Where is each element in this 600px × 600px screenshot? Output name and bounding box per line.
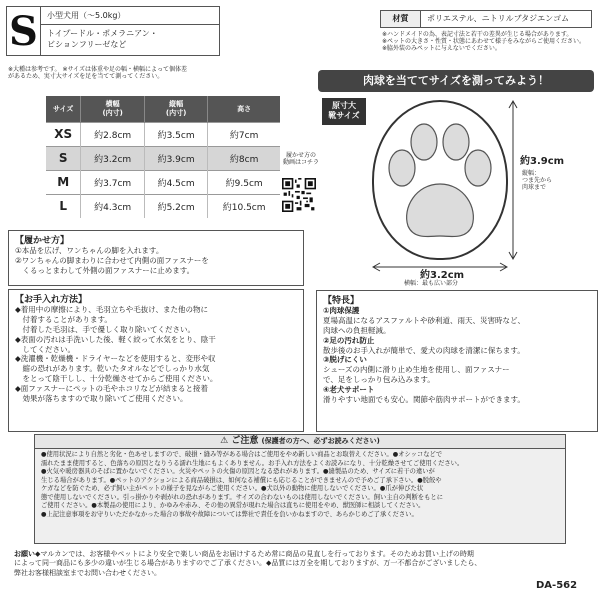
- material-box: [380, 10, 592, 28]
- size-badge: [6, 6, 40, 56]
- material-value: ポリエステル、ニトリルブタジエンゴム: [427, 14, 570, 23]
- caution-body: ●使用状況により自然と劣化・色あせしますので、破損・縫み等がある場合はご使用をやめ新しい商品とお取替えください。●オシッコなどで 濡れたまま使用すると、色落ちの原因となりうる濡れ生地にもよくありません。お手入れ方法をよくお読みになり、十分乾燥させてご使用ください。 ●火気や暖房器具のそばに置かないでください。火災やペットの火傷の原因となる恐れがあります。●縫製品のため、サイズに若干の違いが 生じる場合があります。●ペットのアクションによる商品破損は、如何なる補償にも応じることができませんので予めご了承下さい。●脱餃や ケガなどを防ぐため、必ず飼い主がペットの様子を見ながらご使用ください。●犬以外の動物に使用しないでください。●爪が伸びた状 態で使用しないでください。引っ掛かりや剥がれの恐れがあります。サイズの合わないものは使用しないでください。飼い主自の判断をもとに ご使用ください。●本製品の使用により、かゆみや赤み、その他の異常が現れた場合は直ちに使用をやめ、獣医師に相談してください。 ●上記注意事項をお守りいただかなかった場合の事故や故障については弊社で責任を負いかねますので、あらかじめご了承ください。: [41, 451, 464, 518]
- caution-header: [35, 435, 565, 449]
- size-info: [40, 6, 220, 56]
- paw-banner: 肉球を当ててサイズを測ってみよう！: [318, 70, 594, 92]
- size-table: [46, 96, 280, 218]
- wear-section: 【履かせ方】 ①本品を広げ、ワンちゃんの脚を入れます。 ②ワンちゃんの脚まわりに合わせて内側の面ファスナーを くるっとまわして外側の面ファスナーに止めます。: [8, 230, 304, 286]
- wear-title: 【履かせ方】: [15, 236, 70, 246]
- header-height: 高さ: [208, 96, 280, 122]
- height-desc: 縦幅： つま先から 肉球まで: [522, 170, 553, 192]
- size-letter: S: [9, 7, 38, 55]
- paw-icon: [378, 108, 502, 252]
- table-row-highlighted: S 約3.2cm 約3.9cm 約8cm: [46, 146, 280, 170]
- table-row: M 約3.7cm 約4.5cm 約9.5cm: [46, 170, 280, 194]
- table-row: L 約4.3cm 約5.2cm 約10.5cm: [46, 194, 280, 218]
- table-row: XS 約2.8cm 約3.5cm 約7cm: [46, 122, 280, 146]
- material-label: 材質: [381, 11, 421, 27]
- header-width: 横幅 (内寸): [81, 96, 144, 122]
- features-section: 【特長】 ①肉球保護 夏場高温になるアスファルトや砂利道、雨天、災害時など、 肉球への負担軽減。 ②足の汚れ防止 散歩後のお手入れが簡単で、愛犬の肉球を清潔に保ちます。 ③脱げにくい シューズの内側に滑り止め生地を使用し、面ファスナー で、足をしっかり包み込みます。 ④老犬サポート 滑りやすい地面でも安心。関節や筋肉サポートができます。: [316, 290, 598, 432]
- size-category: 小型犬用（〜5.0kg）: [41, 7, 219, 25]
- caution-subtitle: (保護者の方へ、必ずお読みください): [261, 437, 380, 445]
- feature-head: ②足の汚れ防止: [323, 335, 375, 345]
- width-desc: 横幅：最も広い部分: [404, 280, 459, 287]
- height-dimension-line: [508, 100, 518, 260]
- care-title: 【お手入れ方法】: [15, 295, 88, 305]
- request-section: お願い◆マルカンでは、お客様やペットにより安全で楽しい商品をお届けするため常に商品の見直しを行っております。そのためお買い上げの時期 によって同一商品にも多少の違いが生じる場合がありますのでご了承ください。◆品質には万全を期しておりますが、万一不都合がございましたら、 弊社お客様相談室までお問い合わせください。: [14, 550, 482, 577]
- features-title: 【特長】: [323, 296, 360, 306]
- care-section: 【お手入れ方法】 ◆着用中の摩擦により、毛羽立ちや毛抜け、また他の物に 付着することがあります。 付着した毛羽は、手で優しく取り除いてください。 ◆表面の汚れは手洗いした後、軽く絞って水気をとり、陰干 してください。 ◆洗濯機・乾燥機・ドライヤーなどを使用すると、変形や収 縮の恐れがあります。乾いたタオルなどでしっかり水気 をとって陰干しし、十分乾燥させてからご使用ください。 ◆面ファスナーにペットの毛やホコリなどが結まると接着 効果が落ちますので取り除いてご使用ください。: [8, 289, 304, 432]
- size-notes: ※大種は参考です。 ※サイズは体重や足の幅・横幅によって個体差 があるため、実寸大サイズを足を当てて測ってください。: [8, 66, 188, 81]
- original-size-label: 原寸大 靴サイズ: [322, 98, 366, 125]
- qr-code-icon[interactable]: [282, 178, 316, 212]
- header-size: サイズ: [46, 96, 81, 122]
- caution-section: [34, 434, 566, 544]
- caution-title: ご注意: [231, 436, 259, 446]
- feature-head: ③脱げにくい: [323, 355, 367, 365]
- request-title: お願い: [14, 550, 35, 558]
- header-length: 縦幅 (内寸): [144, 96, 207, 122]
- warning-icon: ⚠: [220, 436, 229, 446]
- width-value: 約3.2cm: [420, 270, 465, 281]
- model-number: DA-562: [536, 580, 578, 591]
- size-breeds: トイプードル・ポメラニアン・ ビションフリーゼなど: [47, 29, 158, 50]
- qr-label: 履かせ方の 動画はコチラ: [282, 152, 319, 167]
- height-value: 約3.9cm: [520, 156, 565, 167]
- table-header-row: [46, 96, 280, 122]
- feature-head: ④老犬サポート: [323, 385, 375, 395]
- material-notes: ※ハンドメイドの為、表記寸法と若干の差異が生じる場合があります。 ※ペットの大きさ・性質・状態にあわせて様子をみながらご使用ください。 ※脇外装のみペットに与えないでください。: [382, 31, 586, 53]
- feature-head: ①肉球保護: [323, 306, 360, 315]
